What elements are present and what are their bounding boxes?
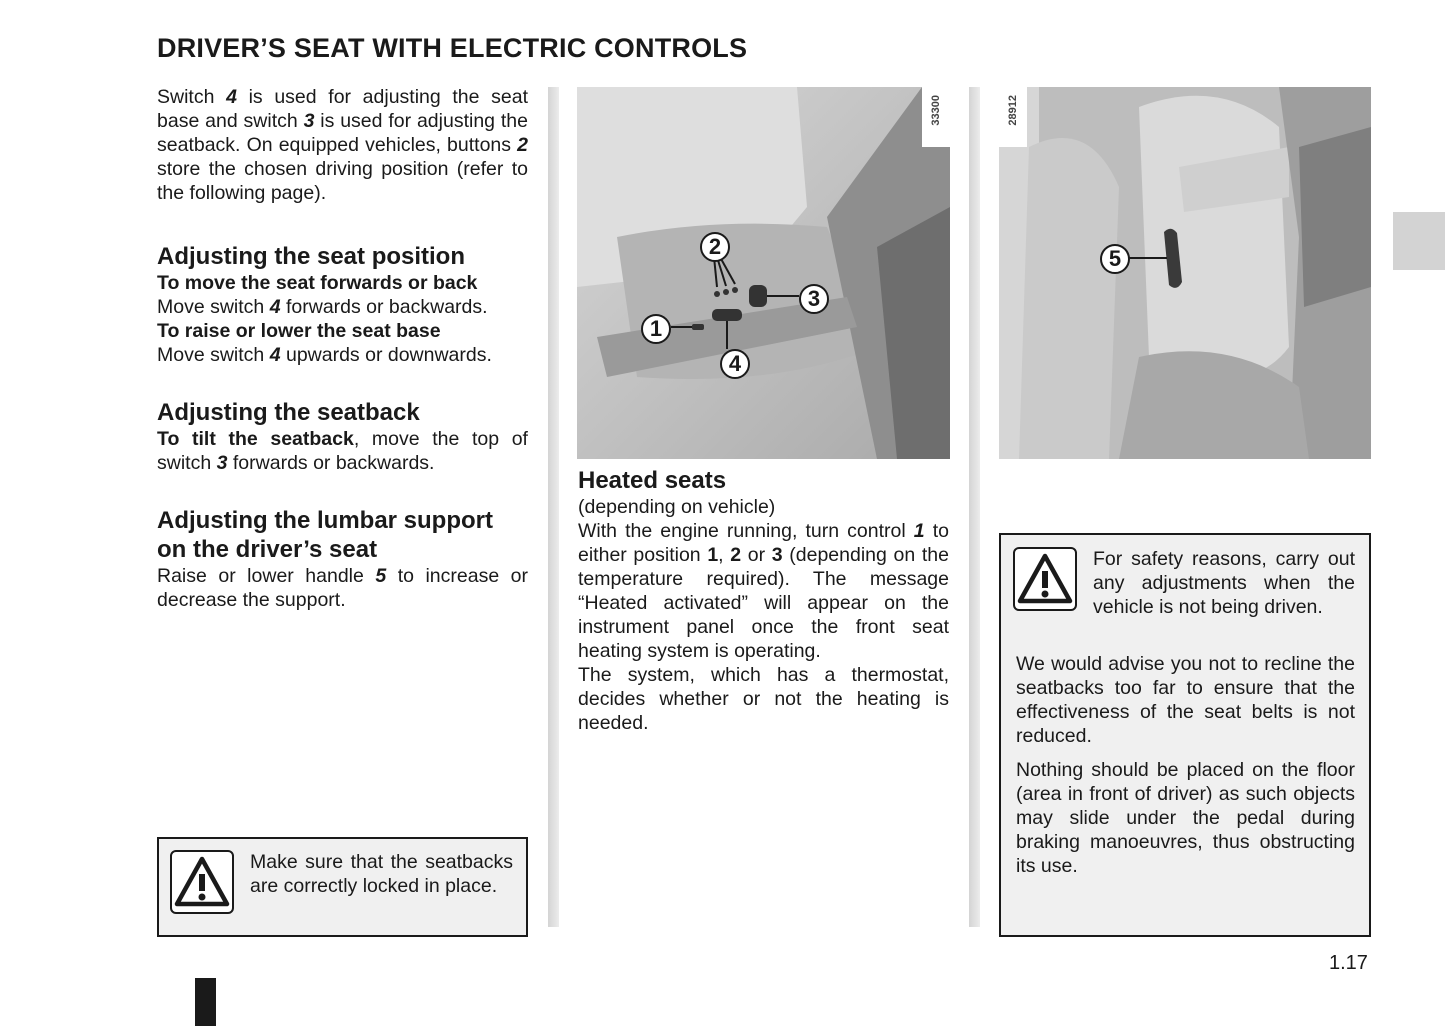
warning-text-recline: We would advise you not to recline the seatbacks too far to ensure that the effectiveness of the seat belts is not reduced.: [1016, 653, 1355, 747]
column-divider: [969, 87, 980, 927]
text-lumbar: Raise or lower handle 5 to increase or decrease the support.: [157, 565, 528, 611]
warning-text-seatbacks: Make sure that the seatbacks are correctly locked in place.: [250, 851, 513, 897]
warning-box-seatbacks: [157, 837, 528, 937]
warning-text-adjustments: For safety reasons, carry out any adjustments when the vehicle is not being driven.: [1093, 548, 1355, 618]
warning-box-safety: [999, 533, 1371, 937]
callout-1: 1: [641, 314, 671, 344]
warning-triangle-icon: [1013, 547, 1077, 611]
photo-code: 33300: [930, 95, 942, 126]
heading-seatback: Adjusting the seatback: [157, 399, 420, 426]
heated-text-thermostat: The system, which has a thermostat, decides whether or not the heating is needed.: [578, 664, 949, 734]
lumbar-handle-photo: [999, 87, 1371, 459]
page-number: 1.17: [1329, 952, 1368, 974]
heated-note: (depending on vehicle): [578, 496, 776, 518]
photo-code: 28912: [1007, 95, 1019, 126]
heading-lumbar: Adjusting the lumbar support on the driver’s seat: [157, 507, 493, 563]
callout-4: 4: [720, 349, 750, 379]
callout-5: 5: [1100, 244, 1130, 274]
callout-3: 3: [799, 284, 829, 314]
heated-text: With the engine running, turn control 1 to either position 1, 2 or 3 (depending on the temperature required). The message “Heated activated” will appear on the instrument panel once the front seat heating system is operating.: [578, 520, 949, 662]
text-raise-lower: Move switch 4 upwards or downwards.: [157, 344, 492, 366]
text-seatback: To tilt the seatback, move the top of switch 3 forwards or backwards.: [157, 428, 528, 474]
subheading-forwards-back: To move the seat forwards or back: [157, 272, 478, 294]
subheading-raise-lower: To raise or lower the seat base: [157, 320, 441, 342]
warning-triangle-icon: [170, 850, 234, 914]
warning-text-floor: Nothing should be placed on the floor (area in front of driver) as such objects may slide under the pedal during braking manoeuvres, thus obstructing its use.: [1016, 759, 1355, 877]
left-column: [157, 85, 528, 612]
intro-paragraph: Switch 4 is used for adjusting the seat base and switch 3 is used for adjusting the seatback. On equipped vehicles, buttons 2 store the chosen driving position (refer to the following page).: [157, 86, 528, 204]
callout-2: 2: [700, 232, 730, 262]
heading-heated-seats: Heated seats: [578, 467, 727, 494]
heading-seat-position: Adjusting the seat position: [157, 243, 466, 270]
print-mark: [195, 978, 216, 1026]
page-title: DRIVER’S SEAT WITH ELECTRIC CONTROLS: [157, 33, 748, 63]
section-tab: [1393, 212, 1445, 270]
text-forwards-back: Move switch 4 forwards or backwards.: [157, 296, 488, 318]
middle-column: [578, 466, 949, 735]
seat-controls-photo: [577, 87, 950, 459]
column-divider: [548, 87, 559, 927]
